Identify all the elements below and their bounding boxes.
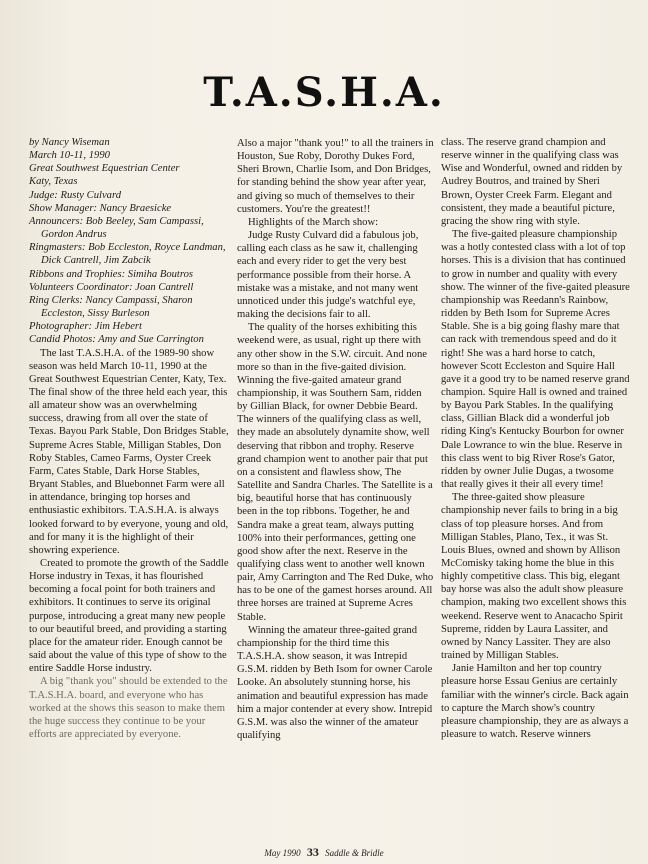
page-footer: [0, 845, 648, 860]
article-paragraph: The last T.A.S.H.A. of the 1989-90 show season was held March 10-11, 1990 at the Great Southwest Equestrian Center, Katy, Tex. The final show of the three held each year, this all amateur show was an overwhelming success, drawing from all over the state of Texas. Bayou Park Stable, Don Bridges Stable, Supreme Acres Stable, Milligan Stables, Don Roby Stables, Cameo Farms, Oyster Creek Farm, Cates Stable, Dark Horse Stables, Bryant Stables, and Bluebonnet Farm were all in attendance, bringing top horses and enthusiastic exhibitors. T.A.S.H.A. is always looked forward to by everyone, young and old, and for many it is the highlight of their showring experience.: [29, 347, 229, 556]
article-paragraph: A big "thank you" should be extended to the T.A.S.H.A. board, and everyone who has worked at the shows this season to make them the huge success they continue to be your efforts are appreciated by everyone.: [29, 676, 228, 741]
section-subhead: Highlights of the March show:: [248, 216, 379, 228]
article-paragraph: Judge Rusty Culvard did a fabulous job, calling each class as he saw it, challenging each and every rider to get the very best performance possible from their horse. A mistake was a mistake, and not many went unnoticed under this judge's watchful eye, making the decisions fair to all.: [237, 230, 419, 321]
page-number: 33: [306, 845, 319, 859]
credit-volunteers: Volunteers Coordinator: Joan Cantrell: [29, 281, 194, 293]
article-title: T.A.S.H.A.: [203, 68, 445, 116]
article-paragraph: Created to promote the growth of the Saddle Horse industry in Texas, it has flourished becoming a focal point for both trainers and exhibitors. It continues to serve its original purpose, introducing a great many new people to our beautiful breed, and providing a starting place for the amateur rider. Enough cannot be said about the value of this type of show to the entire Saddle Horse industry.: [29, 558, 229, 675]
footer-publication: Saddle & Bridle: [325, 848, 384, 858]
credit-judge: Judge: Rusty Culvard: [29, 189, 121, 201]
credit-photographer: Photographer: Jim Hebert: [29, 321, 142, 333]
credit-ringmasters: Ringmasters: Bob Eccleston, Royce Landman, Dick Cantrell, Jim Zabcik: [29, 242, 226, 267]
article-paragraph: The five-gaited pleasure championship was a hotly contested class with a lot of top horses. This is a division that has continued to grow in number and quality with every show. The winner of the five-gaited pleasure championship was Reedann's Rainbow, ridden by Beth Isom for Supreme Acres Stable. She is a big going flashy mare that can rack with tremendous speed and do it right! She was a hard horse to catch, however Scott Eccleston and Squire Hall gave it a good try to be named reserve grand champion. Squire Hall is owned and trained by Bayou Park Stables. In the qualifying class, Gillian Black did a wonderful job riding King's Kentucky Bourbon for owner Dale Lowrance to win the blue. Reserve in this class went to big River Rose's Gator, ridden by owner Julie Dugas, a twosome that really gives it their all every time!: [441, 229, 630, 491]
credit-ribbons: Ribbons and Trophies: Simiha Boutros: [29, 268, 194, 280]
article-paragraph: Winning the amateur three-gaited grand championship for the third time this T.A.S.H.A. show season, it was Intrepid G.S.M. ridden by Beth Isom for owner Carole Looke. An absolutely stunning horse, his animation and beautiful expression has made him a major contender at every show. Intrepid G.S.M. was also the winner of the amateur qualifying: [237, 624, 433, 742]
credit-byline: by Nancy Wiseman: [29, 137, 110, 148]
credit-venue: Great Southwest Equestrian Center: [29, 163, 180, 175]
credits-list: [29, 136, 229, 347]
article-paragraph: The three-gaited show pleasure championship never fails to bring in a big class of top pleasure horses. And from Milligan Stables, Plano, Tex., it was St. Louis Blues, owned and shown by Allison McComisky taking home the blue in this highly competitive class. This big, elegant bay horse was also the adult show pleasure champion, making two excellent shows this weekend. Reserve went to Anacacho Spirit Supreme, ridden by Laura Lassiter, and owned by Nancy Lassiter. They are also trained by Milligan Stables.: [441, 492, 627, 662]
column-3: [441, 136, 631, 741]
credit-ring-clerks: Ring Clerks: Nancy Campassi, Sharon Eccleston, Sissy Burleson: [29, 294, 193, 320]
credit-candid-photos: Candid Photos: Amy and Sue Carrington: [29, 334, 204, 346]
article-paragraph: The quality of the horses exhibiting this weekend were, as usual, right up there with any other show in the S.W. circuit. And none more so than in the five-gaited division. Winning the five-gaited amateur grand championship, it was Southern Sam, ridden by Gillian Black, for owner Debbie Beard. The winners of the qualifying class as well, they made an absolutely dynamite show, well deserving that ribbon and trophy. Reserve grand champion went to another pair that put on a consistent and flawless show, The Satellite and Sandra Charles. The Satellite is a big, beautiful horse that has continuously been in the top ribbons. Together, he and Sandra make a great team, always putting 100% into their performances, getting one good show after the next. Reserve in the qualifying class went to another well known pair, Amy Carrington and The Red Duke, who has to be one of the gamest horses around. All three horses are trained at Supreme Acres Stable.: [237, 322, 434, 623]
credit-location: Katy, Texas: [29, 176, 78, 188]
credit-announcers: Announcers: Bob Beeley, Sam Campassi, Gordon Andrus: [29, 215, 204, 241]
article-paragraph: Janie Hamilton and her top country pleasure horse Essau Genius are certainly familiar with the winner's circle. Back again to capture the March show's country pleasure championship, they are as always a pleasure to watch. Reserve winners: [441, 663, 629, 741]
credit-show-manager: Show Manager: Nancy Braesicke: [29, 202, 172, 214]
column-1: [29, 136, 229, 741]
article-paragraph: class. The reserve grand champion and reserve winner in the qualifying class was Wise and Wonderful, owned and ridden by Audrey Boutros, and trained by Sheri Brown, Oyster Creek Farm. Elegant and consistent, they made a beautiful picture, gracing the show ring with style.: [441, 137, 623, 227]
footer-issue: May 1990: [264, 848, 301, 858]
article-paragraph: Also a major "thank you!" to all the trainers in Houston, Sue Roby, Dorothy Dukes Ford, Sheri Brown, Charlie Isom, and Don Bridges, for standing behind the show year after year, and giving so much of themselves to their customers. You're the greatest!!: [237, 138, 434, 215]
credit-dates: March 10-11, 1990: [29, 150, 110, 162]
column-2: [237, 137, 434, 742]
